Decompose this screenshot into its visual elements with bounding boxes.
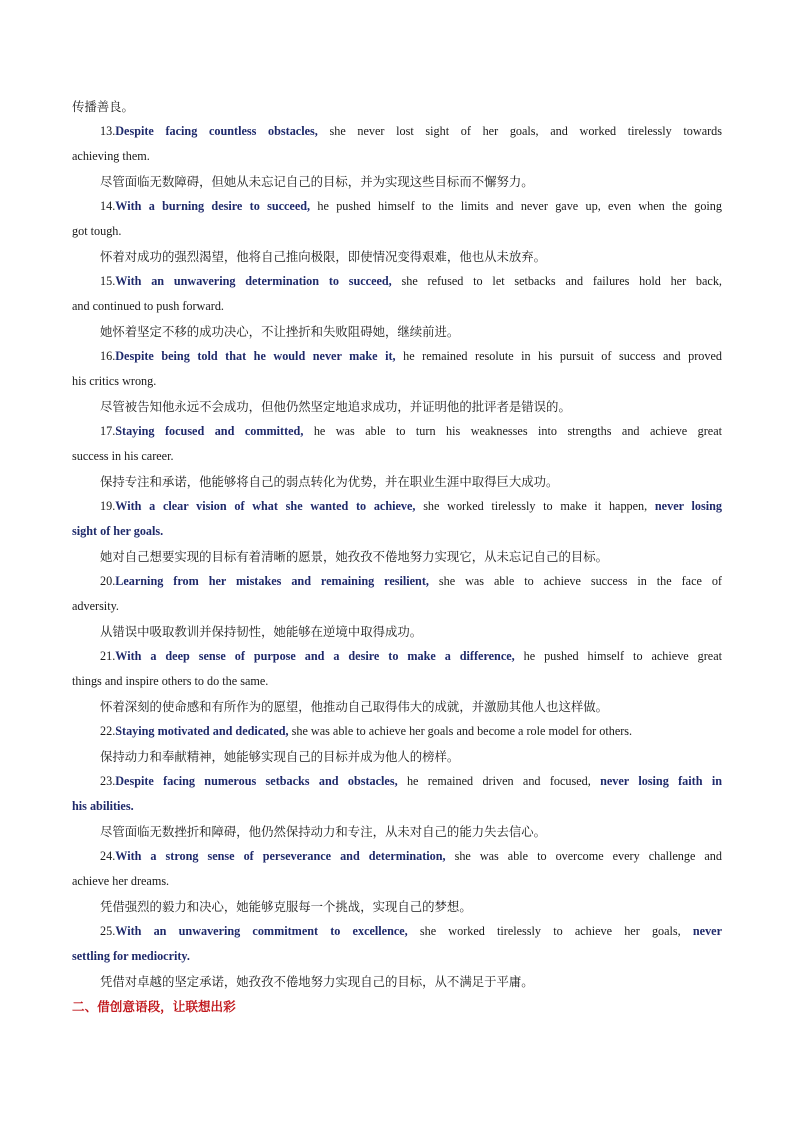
sentence-15-en-cont: and continued to push forward. <box>72 299 224 313</box>
sentence-23-en-cont <box>72 794 722 819</box>
sentence-14-en <box>72 194 722 219</box>
sentence-text: he remained driven and focused, <box>397 774 601 788</box>
sentence-25-en-cont <box>72 944 722 969</box>
sentence-24-cn: 凭借强烈的毅力和决心，她能够克服每一个挑战，实现自己的梦想。 <box>100 899 472 914</box>
highlight-phrase: With a clear vision of what she wanted to achieve, <box>115 499 416 513</box>
sentence-17-cn: 保持专注和承诺，他能够将自己的弱点转化为优势，并在职业生涯中取得巨大成功。 <box>100 474 559 489</box>
sentence-13-cn: 尽管面临无数障碍，但她从未忘记自己的目标，并为实现这些目标而不懈努力。 <box>100 174 534 189</box>
sentence-number: 14. <box>100 199 116 213</box>
sentence-14-cn: 怀着对成功的强烈渴望，他将自己推向极限，即使情况变得艰难，他也从未放弃。 <box>100 249 547 264</box>
sentence-19-en <box>72 494 722 519</box>
sentence-21-en <box>72 644 722 669</box>
sentence-number: 17. <box>100 424 116 438</box>
highlight-phrase-2: never losing faith in <box>600 774 722 788</box>
sentence-17-en <box>72 419 722 444</box>
sentence-number: 25. <box>100 924 116 938</box>
sentence-number: 23. <box>100 774 116 788</box>
sentence-text: she refused to let setbacks and failures hold her back, <box>391 274 722 288</box>
sentence-text: she worked tirelessly to make it happen, <box>415 499 655 513</box>
highlight-phrase: With a deep sense of purpose and a desire to make a difference, <box>115 649 515 663</box>
sentence-23-cn: 尽管面临无数挫折和障碍，他仍然保持动力和专注，从未对自己的能力失去信心。 <box>100 824 547 839</box>
highlight-phrase: Staying focused and committed, <box>115 424 304 438</box>
sentence-text: he remained resolute in his pursuit of success and proved <box>395 349 722 363</box>
sentence-13-en-cont: achieving them. <box>72 149 150 163</box>
sentence-number: 13. <box>100 124 116 138</box>
sentence-number: 16. <box>100 349 116 363</box>
sentence-number: 15. <box>100 274 116 288</box>
highlight-phrase: Despite facing numerous setbacks and obstacles, <box>115 774 398 788</box>
sentence-13-en <box>72 119 722 144</box>
sentence-20-en-cont: adversity. <box>72 599 119 613</box>
highlight-phrase: With an unwavering determination to succeed, <box>115 274 392 288</box>
highlight-phrase-2: never losing <box>654 499 722 513</box>
sentence-15-cn: 她怀着坚定不移的成功决心，不让挫折和失败阻碍她，继续前进。 <box>100 324 460 339</box>
highlight-phrase-2: never <box>692 924 722 938</box>
sentence-text: she was able to achieve success in the face of <box>428 574 722 588</box>
sentence-22-cn: 保持动力和奉献精神，她能够实现自己的目标并成为他人的榜样。 <box>100 749 460 764</box>
highlight-phrase: With a strong sense of perseverance and determination, <box>115 849 446 863</box>
section-heading: 二、借创意语段，让联想出彩 <box>72 999 236 1014</box>
sentence-19-en-cont <box>72 519 722 544</box>
sentence-25-cn: 凭借对卓越的坚定承诺，她孜孜不倦地努力实现自己的目标，从不满足于平庸。 <box>100 974 534 989</box>
sentence-20-en <box>72 569 722 594</box>
sentence-25-en <box>72 919 722 944</box>
sentence-number: 22. <box>100 724 116 738</box>
sentence-21-en-cont: things and inspire others to do the same. <box>72 674 269 688</box>
sentence-number: 20. <box>100 574 116 588</box>
sentence-text: she was able to overcome every challenge and <box>445 849 722 863</box>
sentence-15-en <box>72 269 722 294</box>
sentence-16-en <box>72 344 722 369</box>
sentence-16-cn: 尽管被告知他永远不会成功，但他仍然坚定地追求成功，并证明他的批评者是错误的。 <box>100 399 571 414</box>
sentence-number: 19. <box>100 499 116 513</box>
sentence-20-cn: 从错误中吸取教训并保持韧性，她能够在逆境中取得成功。 <box>100 624 423 639</box>
highlight-phrase: With an unwavering commitment to excellence, <box>115 924 408 938</box>
highlight-phrase: Despite facing countless obstacles, <box>115 124 318 138</box>
paragraph-tail: 传播善良。 <box>72 99 134 114</box>
sentence-number: 21. <box>100 649 116 663</box>
sentence-text: he pushed himself to achieve great <box>514 649 722 663</box>
sentence-24-en-cont: achieve her dreams. <box>72 874 170 888</box>
sentence-text: she never lost sight of her goals, and worked tirelessly towards <box>317 124 722 138</box>
sentence-text: she worked tirelessly to achieve her goals, <box>407 924 693 938</box>
sentence-14-en-cont: got tough. <box>72 224 122 238</box>
highlight-phrase: Staying motivated and dedicated, <box>115 724 289 738</box>
sentence-16-en-cont: his critics wrong. <box>72 374 157 388</box>
sentence-23-en <box>72 769 722 794</box>
sentence-number: 24. <box>100 849 116 863</box>
highlight-phrase-3: sight of her goals. <box>72 524 164 538</box>
highlight-phrase-3: settling for mediocrity. <box>72 949 190 963</box>
sentence-19-cn: 她对自己想要实现的目标有着清晰的愿景，她孜孜不倦地努力实现它，从未忘记自己的目标。 <box>100 549 609 564</box>
sentence-22-en <box>72 719 722 744</box>
highlight-phrase: Despite being told that he would never make it, <box>115 349 396 363</box>
sentence-21-cn: 怀着深刻的使命感和有所作为的愿望，他推动自己取得伟大的成就，并激励其他人也这样做。 <box>100 699 609 714</box>
highlight-phrase: Learning from her mistakes and remaining resilient, <box>115 574 429 588</box>
sentence-24-en <box>72 844 722 869</box>
sentence-text: he was able to turn his weaknesses into strengths and achieve great <box>303 424 722 438</box>
sentence-17-en-cont: success in his career. <box>72 449 174 463</box>
highlight-phrase-3: his abilities. <box>72 799 134 813</box>
sentence-text: he pushed himself to the limits and never gave up, even when the going <box>310 199 722 213</box>
document-content <box>72 94 722 1019</box>
highlight-phrase: With a burning desire to succeed, <box>115 199 311 213</box>
sentence-text: she was able to achieve her goals and become a role model for others. <box>288 724 633 738</box>
